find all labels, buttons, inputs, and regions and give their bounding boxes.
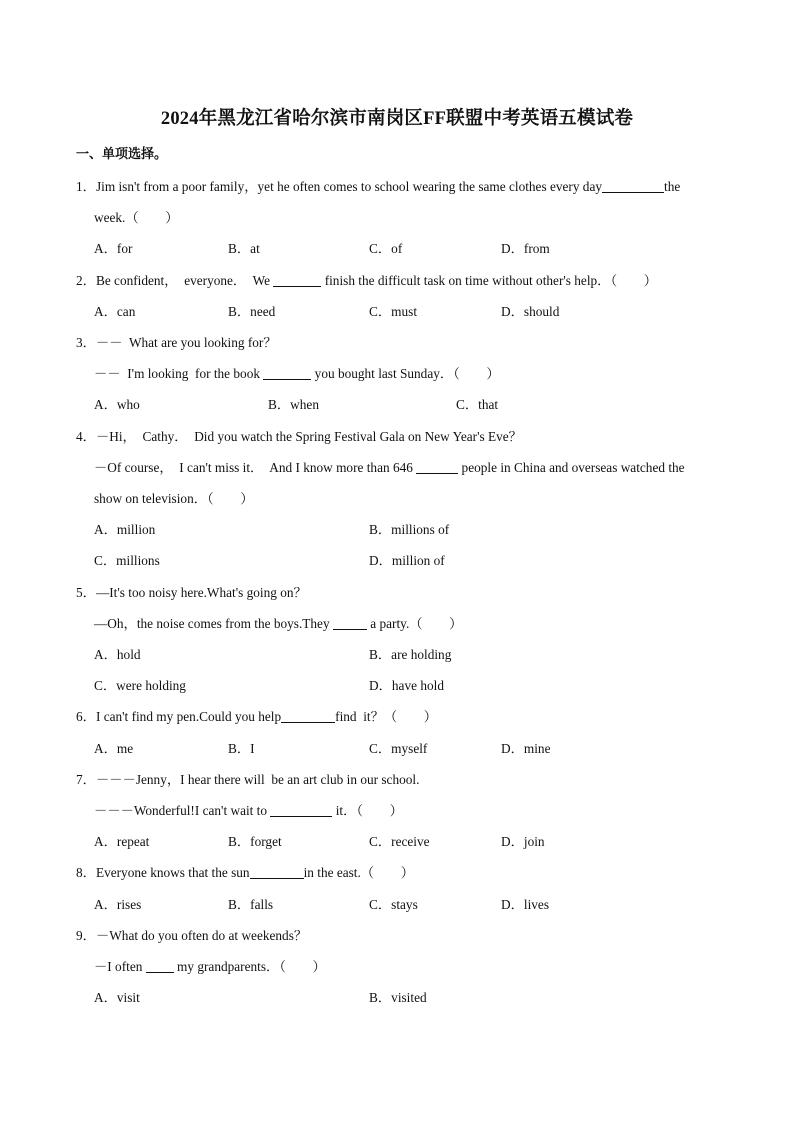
- question-7-line-2: －－－Wonderful!I can't wait to it．（ ）: [94, 803, 403, 818]
- question-5-line-2: —Oh，the noise comes from the boys.They a party.（ ）: [94, 616, 463, 631]
- question-3-option-c: C．that: [456, 397, 499, 412]
- question-8-option-c: C．stays: [369, 897, 418, 912]
- question-1-line-2: week.（ ）: [94, 210, 179, 225]
- question-4-line-3: show on television．（ ）: [94, 491, 254, 506]
- question-5-option-b: B．are holding: [369, 647, 452, 662]
- question-9-option-b: B．visited: [369, 990, 427, 1005]
- question-7-option-d: D．join: [501, 834, 545, 849]
- question-6-option-b: B．I: [228, 741, 255, 756]
- question-4-option-c: C．millions: [94, 553, 160, 568]
- question-2-option-d: D．should: [501, 304, 560, 319]
- section-heading: 一、单项选择。: [76, 146, 168, 161]
- question-3-option-a: A．who: [94, 397, 140, 412]
- question-5-line-1: 5．—It's too noisy here.What's going on？: [76, 585, 307, 600]
- question-1-option-c: C．of: [369, 241, 403, 256]
- answer-blank: [273, 273, 321, 287]
- question-7-option-c: C．receive: [369, 834, 430, 849]
- answer-blank: [281, 709, 335, 723]
- question-1-option-b: B．at: [228, 241, 260, 256]
- question-6-option-a: A．me: [94, 741, 134, 756]
- question-1-option-a: A．for: [94, 241, 133, 256]
- question-5-option-c: C．were holding: [94, 678, 186, 693]
- question-8-option-b: B．falls: [228, 897, 274, 912]
- question-4-line-1: 4．－Hi， Cathy． Did you watch the Spring Festival Gala on New Year's Eve？: [76, 429, 522, 444]
- answer-blank: [270, 803, 332, 817]
- answer-blank: [146, 959, 174, 973]
- question-9-line-2: －I often my grandparents．（ ）: [94, 959, 326, 974]
- question-8-line-1: 8．Everyone knows that the sun in the east.（ ）: [76, 865, 414, 880]
- question-7-line-1: 7．－－－Jenny，I hear there will be an art club in our school.: [76, 772, 420, 787]
- question-5-option-d: D．have hold: [369, 678, 444, 693]
- answer-blank: [250, 865, 304, 879]
- question-2-option-a: A．can: [94, 304, 136, 319]
- question-6-line-1: 6．I can't find my pen.Could you help find it？（ ）: [76, 709, 438, 724]
- question-8-option-a: A．rises: [94, 897, 142, 912]
- answer-blank: [602, 179, 664, 193]
- answer-blank: [416, 460, 458, 474]
- question-4-option-a: A．million: [94, 522, 156, 537]
- question-7-option-b: B．forget: [228, 834, 282, 849]
- question-3-line-2: －－ I'm looking for the book you bought last Sunday．（ ）: [94, 366, 500, 381]
- question-4-line-2: －Of course， I can't miss it． And I know more than 646 people in China and overseas watched the: [94, 460, 685, 475]
- question-3-line-1: 3．－－ What are you looking for？: [76, 335, 277, 350]
- question-2-option-b: B．need: [228, 304, 276, 319]
- question-9-line-1: 9．－What do you often do at weekends？: [76, 928, 308, 943]
- question-1-option-d: D．from: [501, 241, 550, 256]
- question-2-line-1: 2．Be confident， everyone． We finish the difficult task on time without other's help．（ ）: [76, 273, 658, 288]
- question-6-option-c: C．myself: [369, 741, 428, 756]
- question-5-option-a: A．hold: [94, 647, 141, 662]
- question-8-option-d: D．lives: [501, 897, 550, 912]
- answer-blank: [263, 366, 311, 380]
- question-2-option-c: C．must: [369, 304, 418, 319]
- question-3-option-b: B．when: [268, 397, 319, 412]
- question-7-option-a: A．repeat: [94, 834, 150, 849]
- question-4-option-b: B．millions of: [369, 522, 450, 537]
- question-4-option-d: D．million of: [369, 553, 445, 568]
- answer-blank: [333, 616, 367, 630]
- question-1-line-1: 1．Jim isn't from a poor family，yet he often comes to school wearing the same clothes every day the: [76, 179, 681, 194]
- page-title: 2024年黑龙江省哈尔滨市南岗区FF联盟中考英语五模试卷: [160, 109, 634, 129]
- question-9-option-a: A．visit: [94, 990, 140, 1005]
- question-6-option-d: D．mine: [501, 741, 551, 756]
